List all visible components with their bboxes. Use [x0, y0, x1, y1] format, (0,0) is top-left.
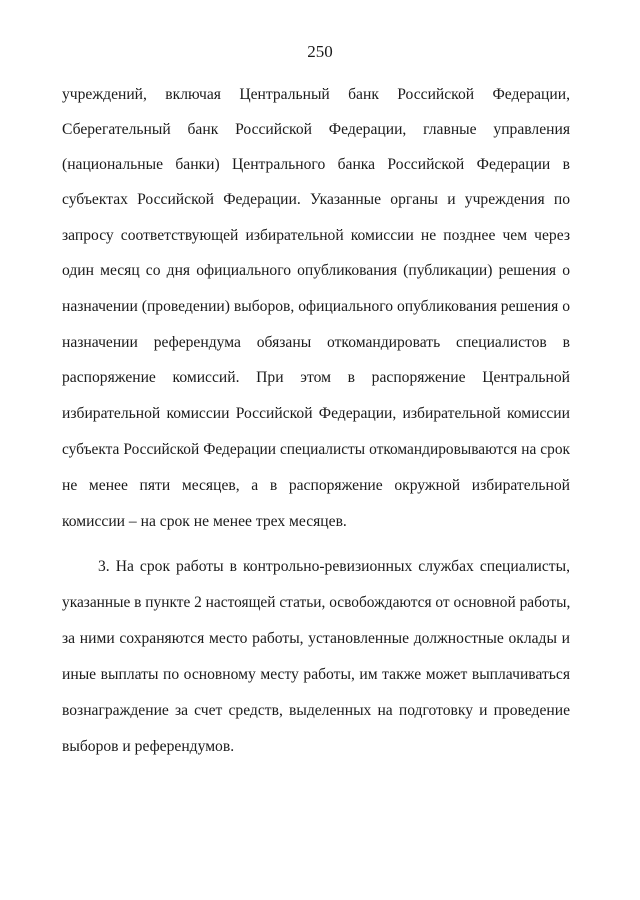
text-line: иные выплаты по основному месту работы, им также может выплачиваться [62, 666, 570, 683]
text-line: вознаграждение за счет средств, выделенных на подготовку и проведение [62, 702, 570, 719]
text-line: избирательной комиссии Российской Федерации, избирательной комиссии [62, 405, 570, 422]
page-number: 250 [307, 42, 333, 61]
text-line: 3. На срок работы в контрольно-ревизионных службах специалисты, [98, 558, 570, 575]
text-line: распоряжение комиссий. При этом в распоряжение Центральной [62, 369, 570, 386]
text-line: запросу соответствующей избирательной комиссии не позднее чем через [62, 227, 570, 244]
text-line: назначении референдума обязаны откомандировать специалистов в [62, 334, 570, 351]
text-line: назначении (проведении) выборов, официального опубликования решения о [62, 298, 570, 315]
text-line: выборов и референдумов. [62, 738, 235, 755]
text-line: за ними сохраняются место работы, установленные должностные оклады и [62, 630, 570, 647]
text-line: указанные в пункте 2 настоящей статьи, освобождаются от основной работы, [62, 594, 571, 611]
text-line: один месяц со дня официального опубликования (публикации) решения о [62, 262, 570, 279]
text-line: учреждений, включая Центральный банк Российской Федерации, [62, 86, 570, 103]
text-line: Сберегательный банк Российской Федерации, главные управления [62, 121, 570, 138]
text-line: субъекта Российской Федерации специалисты откомандировываются на срок [62, 441, 570, 458]
text-line: (национальные банки) Центрального банка Российской Федерации в [62, 156, 570, 173]
text-line: субъектах Российской Федерации. Указанные органы и учреждения по [62, 191, 570, 208]
text-line: комиссии – на срок не менее трех месяцев. [62, 513, 347, 530]
text-line: не менее пяти месяцев, а в распоряжение окружной избирательной [62, 477, 570, 494]
